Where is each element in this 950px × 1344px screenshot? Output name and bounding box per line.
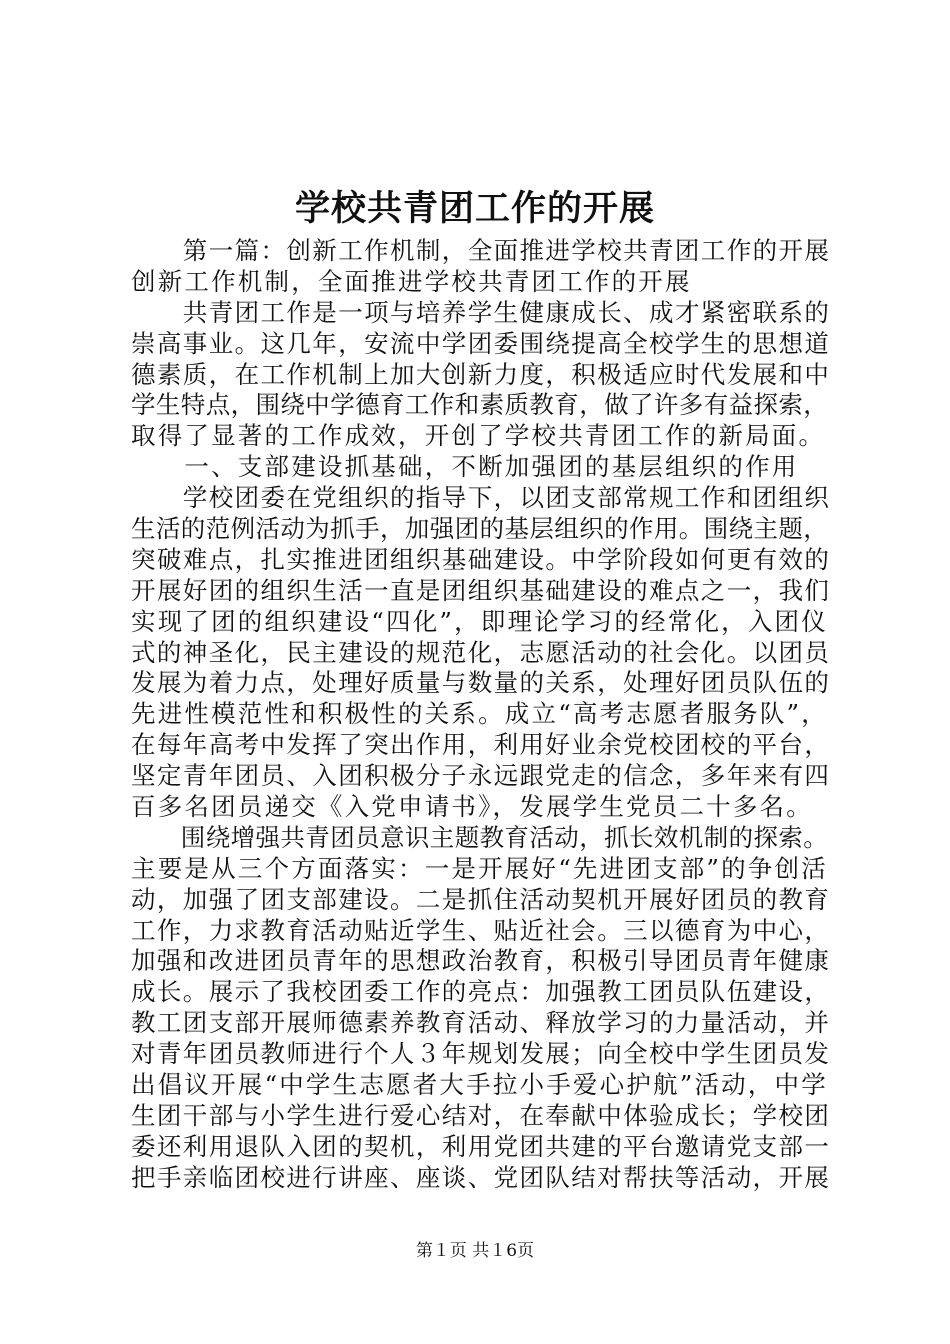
body-line: 突破难点，扎实推进团组织基础建设。中学阶段如何更有效的 — [131, 544, 831, 574]
body-line: 把手亲临团校进行讲座、座谈、党团队结对帮扶等活动，开展 — [131, 1162, 831, 1192]
body-line: 教工团支部开展师德素养教育活动、释放学习的力量活动，并 — [131, 1008, 831, 1038]
body-line: 学校团委在党组织的指导下，以团支部常规工作和团组织 — [131, 483, 831, 513]
body-line: 在每年高考中发挥了突出作用，利用好业余党校团校的平台， — [131, 730, 831, 760]
body-line: 共青团工作是一项与培养学生健康成长、成才紧密联系的 — [131, 297, 831, 327]
body-line: 坚定青年团员、入团积极分子永远跟党走的信念，多年来有四 — [131, 761, 831, 791]
body-line: 崇高事业。这几年，安流中学团委围绕提高全校学生的思想道 — [131, 328, 831, 358]
body-line: 加强和改进团员青年的思想政治教育，积极引导团员青年健康 — [131, 946, 831, 976]
body-line: 创新工作机制，全面推进学校共青团工作的开展 — [131, 266, 692, 296]
body-line: 出倡议开展“中学生志愿者大手拉小手爱心护航”活动，中学 — [131, 1070, 828, 1100]
body-line: 式的神圣化，民主建设的规范化，志愿活动的社会化。以团员 — [131, 637, 831, 667]
body-line: 取得了显著的工作成效，开创了学校共青团工作的新局面。 — [131, 421, 826, 451]
body-line: 发展为着力点，处理好质量与数量的关系，处理好团员队伍的 — [131, 668, 831, 698]
body-line: 动，加强了团支部建设。二是抓住活动契机开展好团员的教育 — [131, 884, 831, 914]
body-line: 开展好团的组织生活一直是团组织基础建设的难点之一，我们 — [131, 575, 831, 605]
body-line: 成长。展示了我校团委工作的亮点：加强教工团员队伍建设， — [131, 977, 831, 1007]
body-line: 围绕增强共青团员意识主题教育活动，抓长效机制的探索。 — [131, 822, 829, 852]
body-line: 先进性模范性和积极性的关系。成立“高考志愿者服务队”， — [131, 699, 828, 729]
document-title: 学校共青团工作的开展 — [294, 188, 655, 229]
body-line: 德素质，在工作机制上加大创新力度，积极适应时代发展和中 — [131, 359, 831, 389]
body-line: 学生特点，围绕中学德育工作和素质教育，做了许多有益探索， — [131, 390, 829, 420]
body-line: 对青年团员教师进行个人３年规划发展；向全校中学生团员发 — [131, 1039, 831, 1069]
page-number-footer: 第１页 共１6页 — [415, 1241, 535, 1261]
body-line: 一、支部建设抓基础，不断加强团的基层组织的作用 — [131, 452, 799, 482]
body-line: 生活的范例活动为抓手，加强团的基层组织的作用。围绕主题， — [131, 514, 829, 544]
document-body — [131, 236, 831, 1194]
body-line: 第一篇：创新工作机制，全面推进学校共青团工作的开展 — [131, 236, 831, 265]
body-line: 生团干部与小学生进行爱心结对，在奉献中体验成长；学校团 — [131, 1100, 831, 1130]
body-line: 百多名团员递交《入党申请书》，发展学生党员二十多名。 — [131, 792, 813, 822]
body-line: 委还利用退队入团的契机，利用党团共建的平台邀请党支部一 — [131, 1131, 831, 1161]
body-line: 工作，力求教育活动贴近学生、贴近社会。三以德育为中心， — [131, 915, 831, 945]
body-line: 主要是从三个方面落实：一是开展好“先进团支部”的争创活 — [131, 853, 828, 883]
body-line: 实现了团的组织建设“四化”，即理论学习的经常化，入团仪 — [131, 606, 828, 636]
